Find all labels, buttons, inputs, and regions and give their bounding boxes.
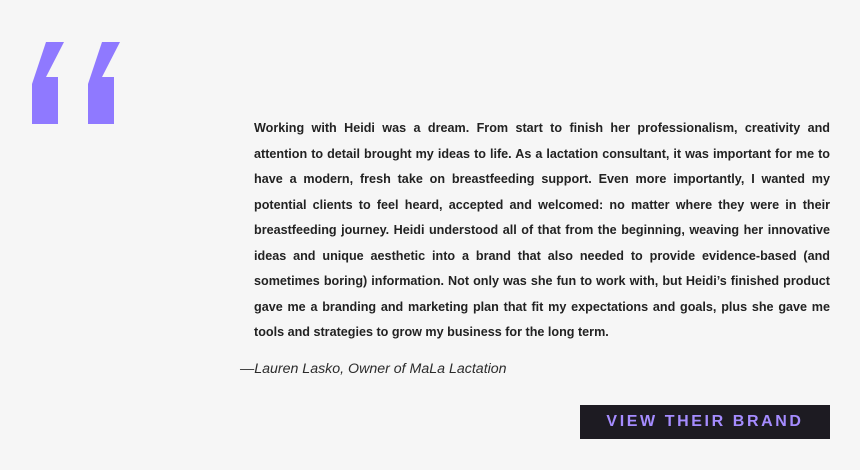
testimonial-attribution: —Lauren Lasko, Owner of MaLa Lactation (240, 361, 507, 377)
testimonial-text: Working with Heidi was a dream. From start to finish her professionalism, creativity and attention to detail brought my ideas to life. As a lactation consultant, it was important for me to have a modern, fresh take on breastfeeding support. Even more importantly, I wanted my potential clients to feel heard, accepted and welcomed: no matter where they were in their breastfeeding journey. Heidi understood all of that from the beginning, weaving her innovative ideas and unique aesthetic into a brand that also needed to provide evidence-based (and sometimes boring) information. Not only was she fun to work with, but Heidi’s finished product gave me a branding and marketing plan that fit my expectations and goals, plus she gave me tools and strategies to grow my business for the long term. (254, 121, 830, 339)
view-their-brand-button[interactable]: VIEW THEIR BRAND (580, 405, 830, 439)
quote-open-icon (28, 42, 132, 124)
